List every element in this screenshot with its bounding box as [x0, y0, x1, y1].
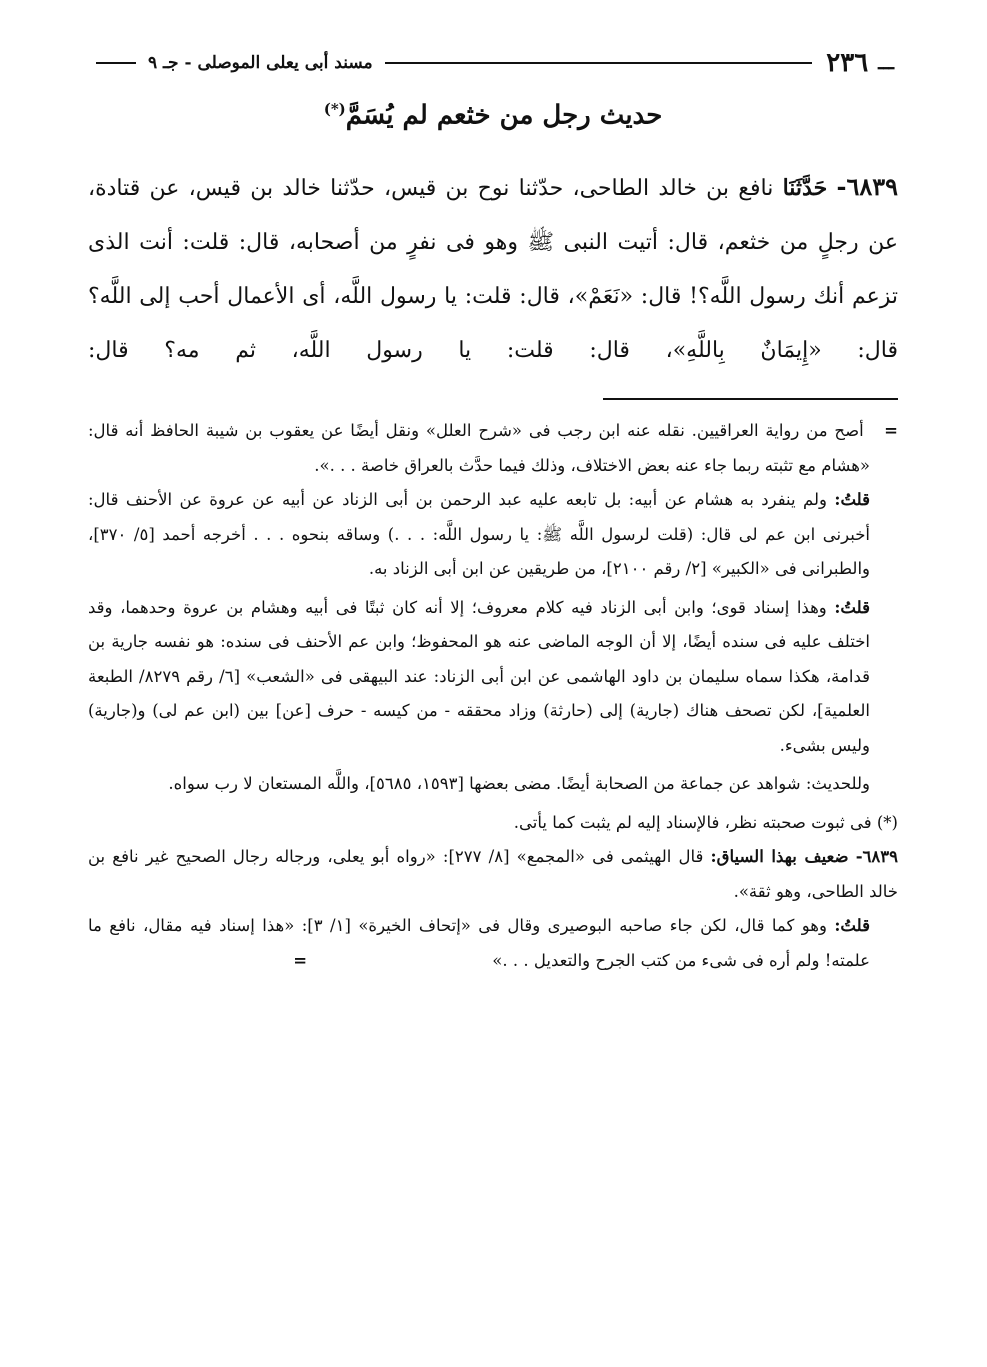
footnote-note5: وهو كما قال، لكن جاء صاحبه البوصيرى وقال فى «إتحاف الخيرة» [١/ ٣]: «هذا إسناد فيه مقال، نافع ما علمته! ولم أره فى شىء من كتب الجرح والتعديل . . .» — [88, 916, 870, 970]
main-text — [88, 160, 898, 378]
grading-text: قال الهيثمى فى «المجمع» [٨/ ٢٧٧]: «رواه أبو يعلى، ورجاله رجال الصحيح غير نافع بن خالد الطاحى، وهو ثقة». — [88, 847, 898, 901]
footnote-note4: وللحديث: شواهد عن جماعة من الصحابة أيضًا. مضى بعضها [١٥٩٣، ٥٦٨٥]، واللَّه المستعان لا رب سواه. — [168, 774, 870, 793]
running-header — [88, 46, 898, 80]
footnote-continuation — [88, 414, 898, 483]
hadith-lead-word: حَدَّثَنَا — [782, 175, 828, 201]
footnote-note3: وهذا إسناد قوى؛ وابن أبى الزناد فيه كلام معروف؛ إلا أنه كان ثبتًا فى أبيه وهشام بن عروة وحدهما، وقد اختلف عليه فى سنده أيضًا، إلا أن الوجه الماضى عنه هو المحفوظ؛ وابن عم الأحنف فى سنده: هو نفسه جارية بن قدامة، هكذا سماه سليمان بن داود الهاشمى عن ابن أبى الزناد: عند البيهقى فى «الشعب» [٦/ رقم ٨٢٧٩/ الطبعة العلمية]، لكن تصحف هناك (جارية) إلى (حارثة) وزاد محققه - من كيسه - حرف [عن] بين (ابن عم لى) و(جارية) وليس بشىء. — [88, 597, 870, 755]
header-dash: ـــ — [878, 52, 894, 74]
footnote-note1: أصح من رواية العراقيين. نقله عنه ابن رجب فى «شرح العلل» ونقل أيضًا عن يعقوب بن شيبة الحافظ أنه قال: «هشام مع تثبته ربما جاء عنه بعض الاختلاف، وذلك فيما حدَّث بالعراق خاصة . . .». — [88, 421, 870, 475]
end-mark: = — [293, 950, 308, 970]
footnote-note3-block — [88, 591, 898, 764]
footnote-note5-block — [88, 909, 898, 978]
chapter-title-text: حديث رجل من خثعم لم يُسَمَّ — [345, 100, 663, 131]
header-rule — [385, 62, 813, 64]
footnote-star-note — [88, 806, 898, 841]
star-note-text: (*) فى ثبوت صحبته نظر، فالإسناد إليه لم يثبت كما يأتى. — [513, 812, 898, 832]
footnotes — [88, 414, 898, 982]
grading-lead: ضعيف بهذا السياق: — [710, 847, 849, 866]
grading-number: ٦٨٣٩- — [855, 847, 898, 866]
chapter-title-mark: (*) — [323, 100, 346, 118]
header-rule-end — [96, 62, 136, 64]
running-title: مسند أبى يعلى الموصلى - جـ ٩ — [148, 53, 373, 73]
continuation-mark: = — [884, 421, 898, 440]
footnote-note2-block — [88, 483, 898, 587]
hadith-number: ٦٨٣٩- — [836, 172, 899, 201]
note5-lead: قلتُ: — [834, 916, 870, 935]
page-number: ٢٣٦ — [826, 48, 869, 78]
note3-lead: قلتُ: — [834, 597, 870, 617]
note2-lead: قلتُ: — [834, 490, 871, 509]
footnote-note4-block — [88, 767, 898, 802]
footnote-grading — [88, 840, 898, 909]
hadith-paragraph — [88, 160, 898, 378]
footnote-divider — [603, 398, 898, 400]
hadith-text: نافع بن خالد الطاحى، حدّثنا نوح بن قيس، حدّثنا خالد بن قيس، عن قتادة، عن رجلٍ من خثعم، قال: أتيت النبى ﷺ وهو فى نفرٍ من أصحابه، قال: قلت: أنت الذى تزعم أنك رسول اللَّه؟! قال: «نَعَمْ»، قال: قلت: يا رسول اللَّه، أى الأعمال أحب إلى اللَّه؟ قال: «إِيمَانٌ بِاللَّهِ»، قال: قلت: يا رسول اللَّه، ثم مه؟ قال: — [88, 176, 898, 363]
chapter-title — [88, 100, 898, 131]
footnote-note2: ولم ينفرد به هشام عن أبيه: بل تابعه عليه عبد الرحمن بن أبى الزناد عن أبيه عن عروة عن الأحنف قال: أخبرنى ابن عم لى قال: (قلت لرسول اللَّه ﷺ: يا رسول اللَّه: . . .) وساقه بنحوه . . . أخرجه أحمد [٥/ ٣٧٠]، والطبرانى فى «الكبير» [٢/ رقم ٢١٠٠]، من طريقين عن ابن أبى الزناد به. — [88, 490, 870, 578]
